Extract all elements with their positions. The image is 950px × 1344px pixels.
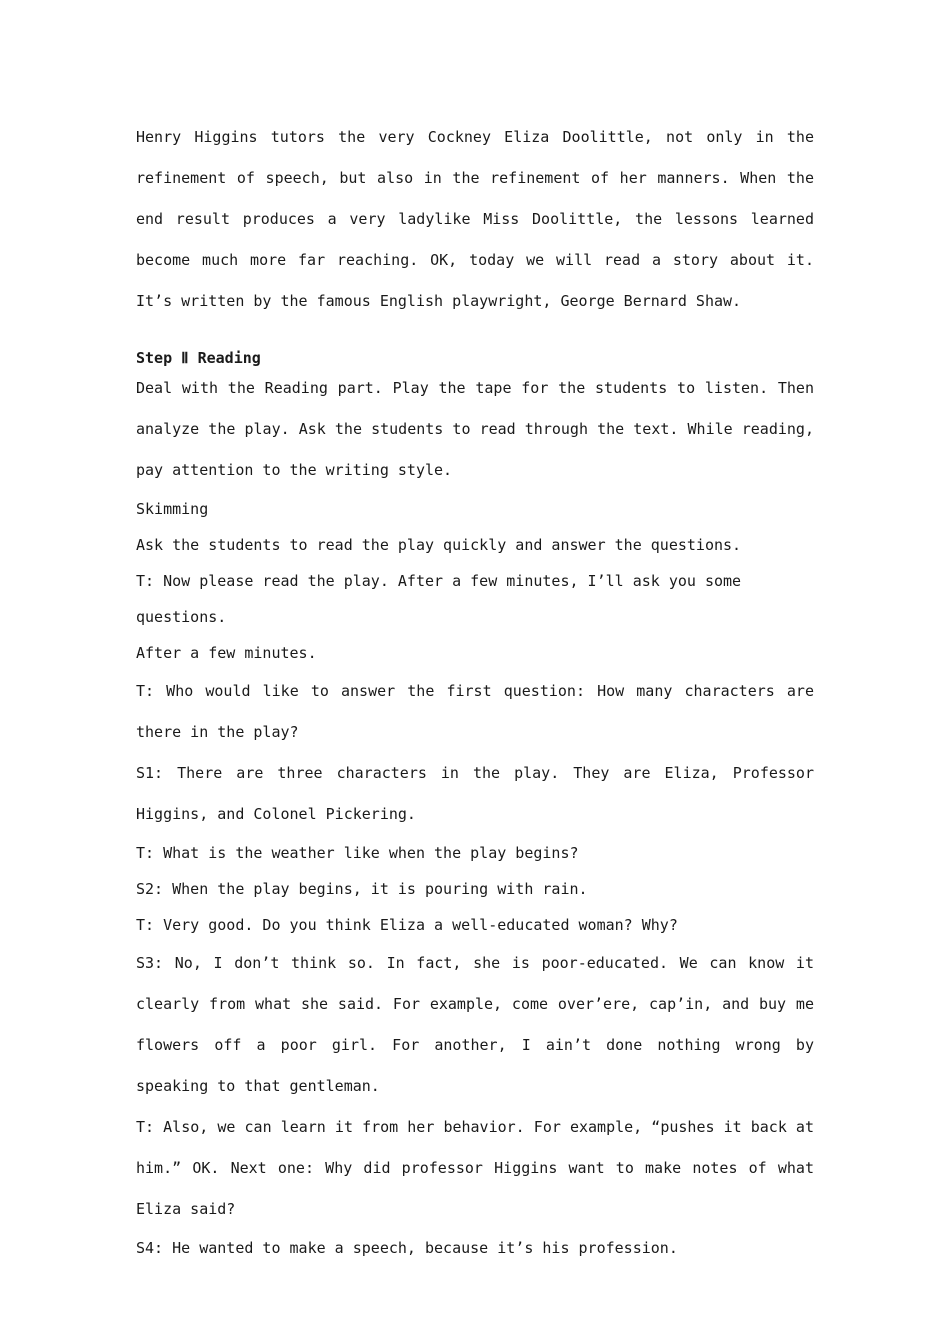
dialogue-line-student-4: S4: He wanted to make a speech, because it’s his profession.	[136, 1239, 678, 1257]
document-page	[136, 117, 814, 1266]
dialogue-line-teacher-3: T: What is the weather like when the play begins?	[136, 844, 579, 862]
intro-paragraph: Henry Higgins tutors the very Cockney Eliza Doolittle, not only in the refinement of speech, but also in the refinement of her manners. When the end result produces a very ladylike Miss Doolittle, the lessons learned become much more far reaching. OK, today we will read a story about it. It’s written by the famous English playwright, George Bernard Shaw.	[136, 128, 814, 310]
dialogue-line-narration: After a few minutes.	[136, 644, 317, 662]
reading-instruction: Deal with the Reading part. Play the tape for the students to listen. Then analyze the play. Ask the students to read through the text. While reading, pay attention to the writing style.	[136, 379, 814, 479]
dialogue-line-student-1: S1: There are three characters in the play. They are Eliza, Professor Higgins, and Colonel Pickering.	[136, 764, 814, 823]
skimming-label: Skimming	[136, 500, 209, 518]
dialogue-line-teacher-1: T: Now please read the play. After a few minutes, I’ll ask you some questions.	[136, 572, 742, 626]
dialogue-line-student-2: S2: When the play begins, it is pouring with rain.	[136, 880, 588, 898]
dialogue-line-teacher-5: T: Also, we can learn it from her behavior. For example, “pushes it back at him.” OK. Next one: Why did professor Higgins want to make notes of what Eliza said?	[136, 1118, 814, 1218]
dialogue-line-teacher-2: T: Who would like to answer the first question: How many characters are there in the play?	[136, 682, 814, 741]
dialogue-line-teacher-4: T: Very good. Do you think Eliza a well-educated woman? Why?	[136, 916, 678, 934]
dialogue-line-student-3: S3: No, I don’t think so. In fact, she is poor-educated. We can know it clearly from what she said. For example, come over’ere, cap’in, and buy me flowers off a poor girl. For another, I ain’t done nothing wrong by speaking to that gentleman.	[136, 954, 814, 1095]
step-heading: Step Ⅱ Reading	[136, 349, 261, 367]
skimming-instruction: Ask the students to read the play quickly and answer the questions.	[136, 536, 742, 554]
